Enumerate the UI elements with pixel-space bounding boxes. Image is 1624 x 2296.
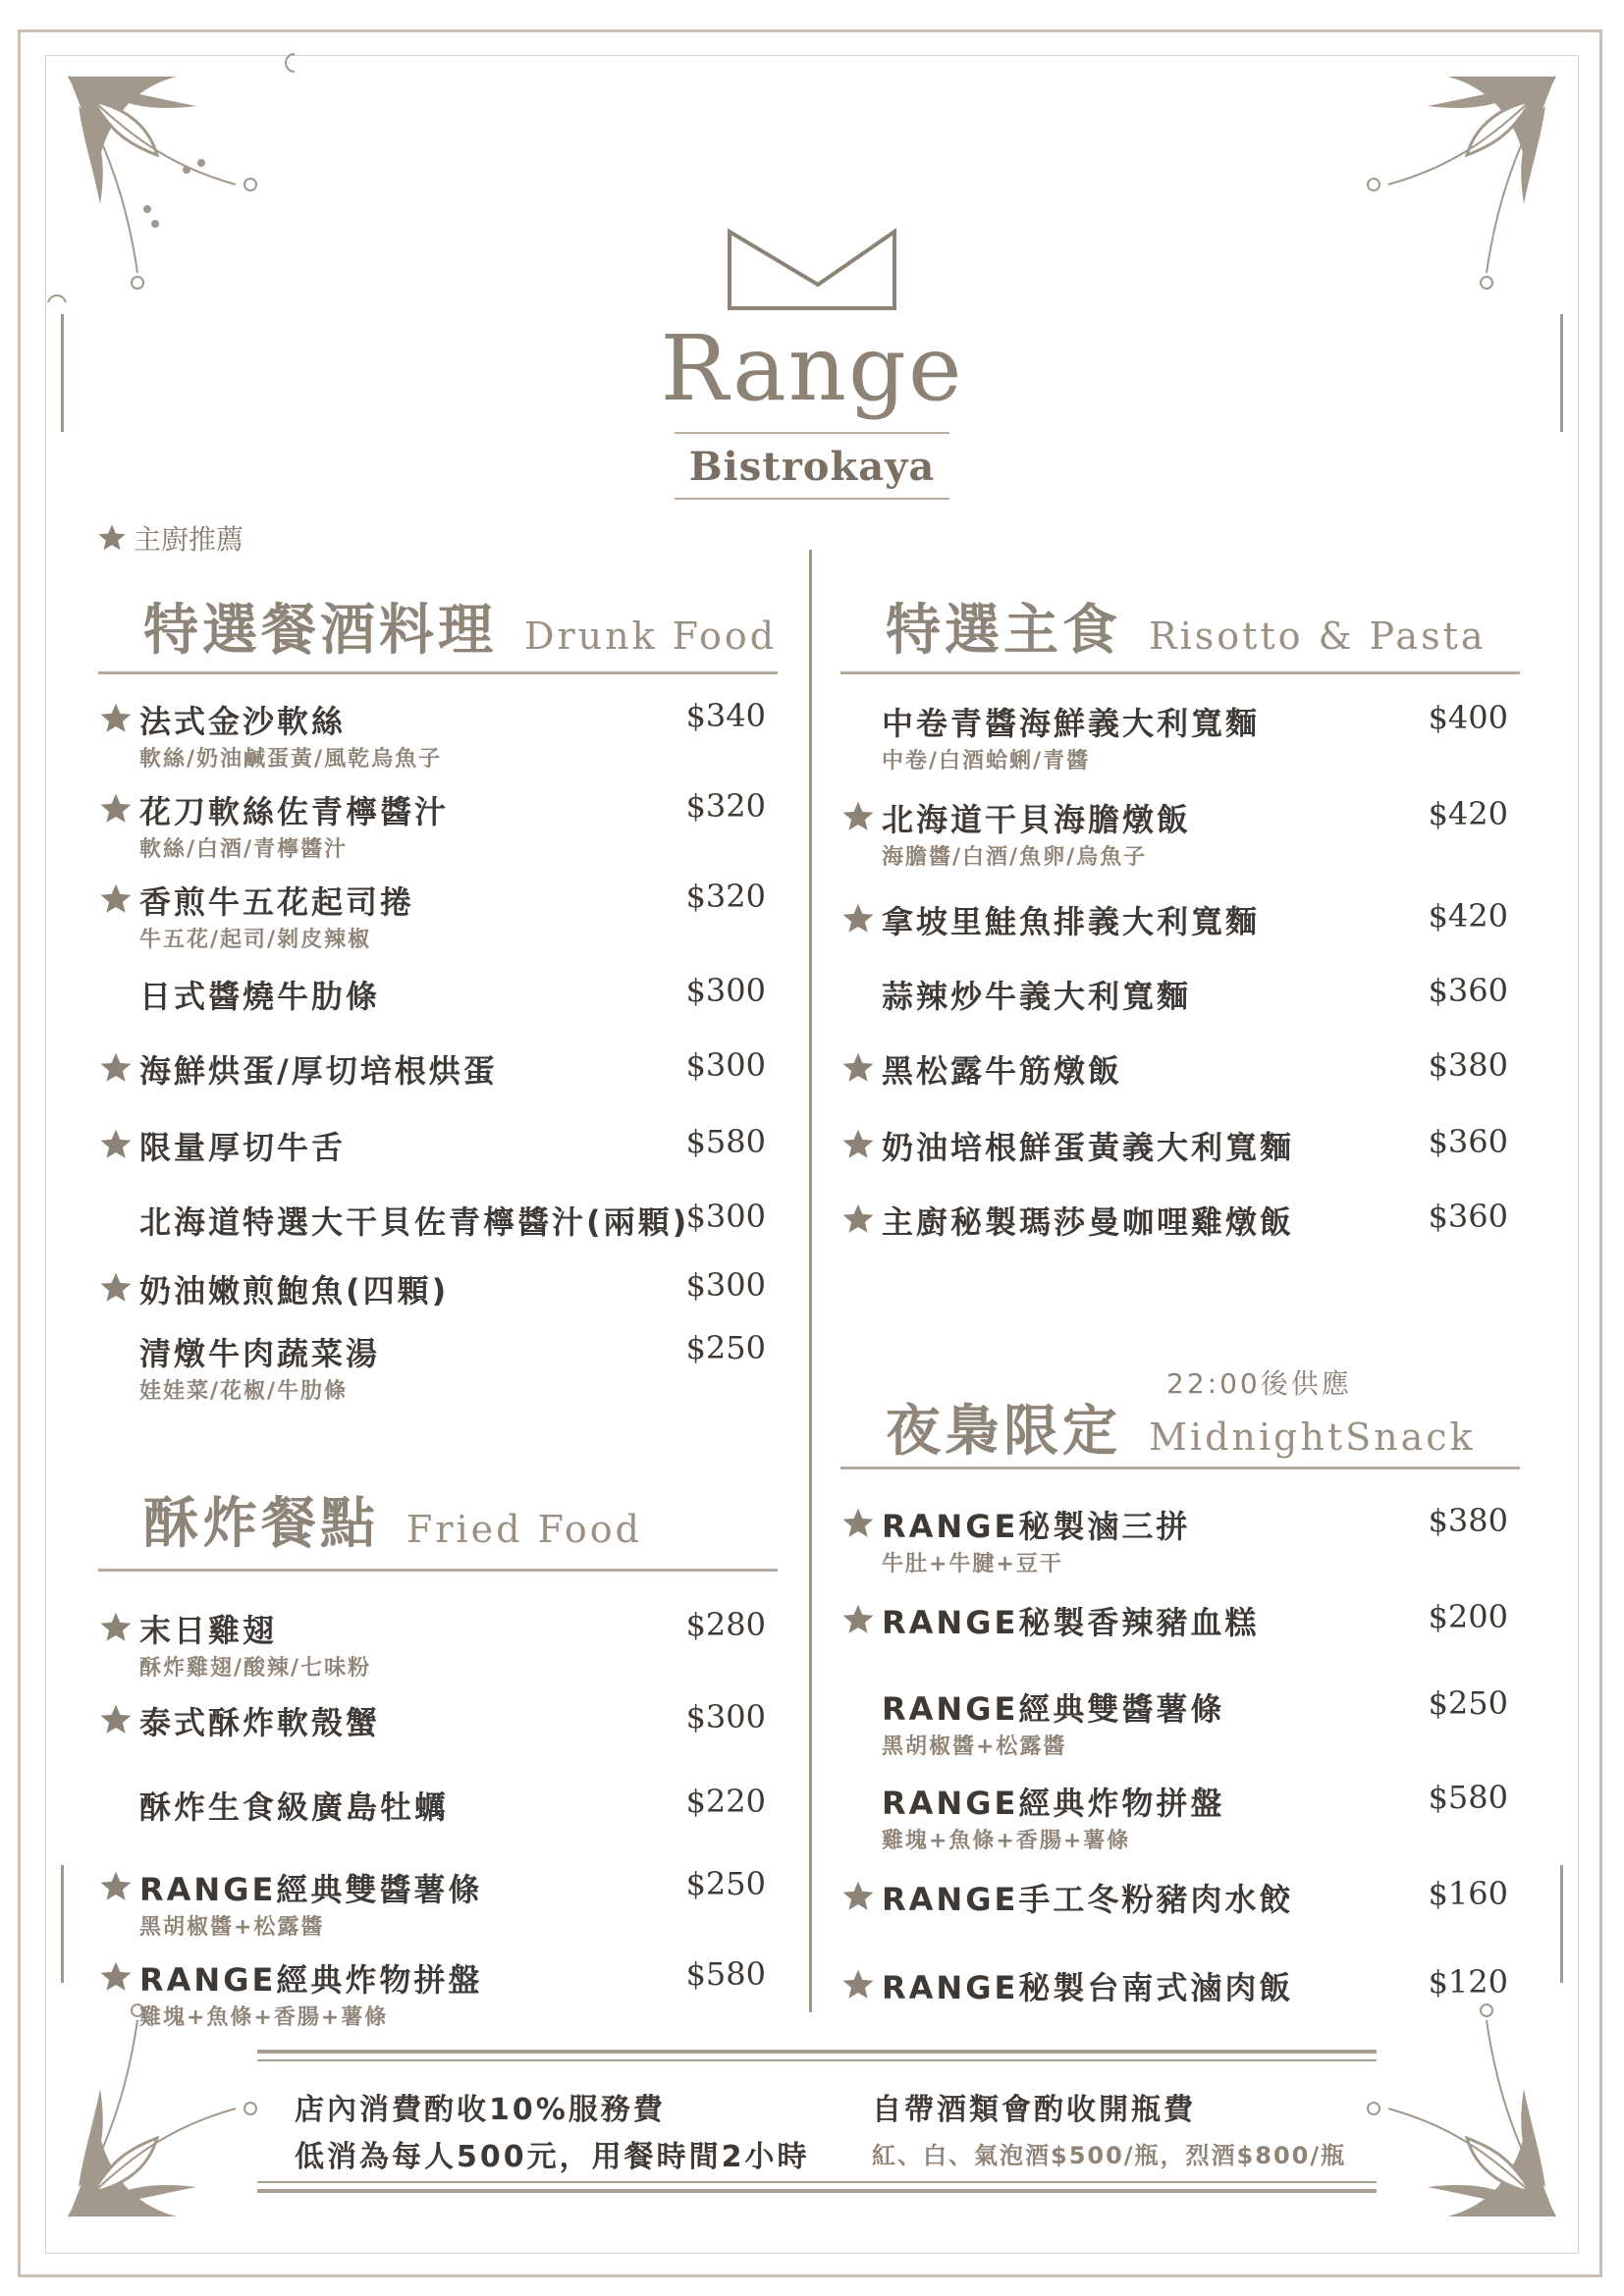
menu-item-name: 末日雞翅 (139, 1612, 278, 1649)
menu-item-price: $320 (685, 878, 766, 915)
star-icon (98, 1869, 134, 1904)
menu-item-price: $400 (1428, 699, 1508, 736)
menu-item-name: 中卷青醬海鮮義大利寬麵 (882, 705, 1261, 742)
section-title-en: Fried Food (406, 1508, 642, 1551)
section-title-zh: 特選主食 (886, 598, 1121, 663)
menu-item-name: RANGE手工冬粉豬肉水餃 (882, 1881, 1294, 1918)
star-icon (98, 1959, 134, 1995)
menu-item-name: 泰式酥炸軟殼蟹 (139, 1704, 381, 1741)
menu-item-price: $300 (685, 1046, 766, 1084)
menu-item-description: 牛肚+牛腱+豆干 (882, 1552, 1063, 1576)
star-icon (840, 901, 876, 936)
menu-item-description: 娃娃菜/花椒/牛肋條 (139, 1379, 349, 1404)
menu-item-name: RANGE秘製滷三拼 (882, 1508, 1191, 1545)
section-title-en: Risotto & Pasta (1149, 614, 1487, 658)
menu-item-name: 日式醬燒牛肋條 (139, 978, 381, 1015)
menu-item-description: 黑胡椒醬+松露醬 (139, 1915, 325, 1940)
menu-item-price: $300 (685, 1698, 766, 1735)
menu-item-price: $580 (1428, 1779, 1508, 1816)
section-title-en: Drunk Food (524, 614, 778, 658)
brand-subtitle-box (675, 432, 949, 500)
menu-item-price: $380 (1428, 1046, 1508, 1084)
menu-item-name: 北海道干貝海膽燉飯 (882, 801, 1192, 838)
menu-item-name: 清燉牛肉蔬菜湯 (139, 1335, 381, 1372)
frame-edge-ornament (1560, 1865, 1563, 1983)
section-rule (98, 1569, 778, 1572)
menu-item-name: 北海道特選大干貝佐青檸醬汁(兩顆) (139, 1203, 690, 1241)
section-title-zh: 酥炸餐點 (143, 1491, 379, 1556)
footer-rule-bottom-thin (257, 2181, 1377, 2183)
star-icon (98, 881, 134, 917)
menu-item-description: 海膽醬/白酒/魚卵/烏魚子 (882, 845, 1148, 870)
star-icon (98, 1610, 134, 1645)
menu-item-price: $300 (685, 972, 766, 1009)
menu-item-name: RANGE秘製台南式滷肉飯 (882, 1969, 1294, 2006)
section-rule (98, 671, 778, 674)
brand-logo (0, 226, 1624, 500)
corner-ornament-icon (1329, 1991, 1585, 2246)
star-icon (98, 1270, 134, 1306)
menu-item-name: 海鮮烘蛋/厚切培根烘蛋 (139, 1052, 498, 1090)
star-icon (840, 1050, 876, 1086)
menu-item-price: $420 (1428, 795, 1508, 832)
menu-item-name: RANGE經典雙醬薯條 (139, 1871, 483, 1908)
menu-item-price: $320 (685, 787, 766, 825)
menu-item-name: 蒜辣炒牛義大利寬麵 (882, 978, 1192, 1015)
menu-item-name: 奶油培根鮮蛋黃義大利寬麵 (882, 1129, 1295, 1166)
menu-item-name: RANGE經典炸物拼盤 (139, 1961, 483, 1999)
footer-service-fee: 店內消費酌收10%服務費 (295, 2093, 666, 2127)
footer-corkage-detail: 紅、白、氣泡酒$500/瓶，烈酒$800/瓶 (872, 2142, 1347, 2169)
menu-item-price: $380 (1428, 1502, 1508, 1539)
star-icon (840, 1602, 876, 1637)
menu-item-price: $360 (1428, 972, 1508, 1009)
menu-item-name: 法式金沙軟絲 (139, 703, 347, 740)
menu-item-name: 限量厚切牛舌 (139, 1129, 347, 1166)
star-icon (98, 1050, 134, 1086)
menu-item-price: $250 (1428, 1684, 1508, 1722)
frame-edge-ornament (61, 1865, 64, 1983)
menu-item-name: 酥炸生食級廣島牡蠣 (139, 1789, 450, 1826)
menu-item-name: 黑松露牛筋燉飯 (882, 1052, 1123, 1090)
menu-item-description: 雞塊+魚條+香腸+薯條 (139, 2005, 389, 2030)
menu-item-price: $250 (685, 1329, 766, 1366)
menu-item-description: 黑胡椒醬+松露醬 (882, 1735, 1067, 1759)
menu-item-description: 軟絲/奶油鹹蛋黃/風乾烏魚子 (139, 747, 443, 772)
legend-label: 主廚推薦 (134, 523, 244, 556)
menu-item-name: 花刀軟絲佐青檸醬汁 (139, 793, 450, 830)
menu-item-price: $360 (1428, 1123, 1508, 1160)
section-title-zh: 夜梟限定 (886, 1399, 1121, 1464)
section-title-risotto-pasta (886, 587, 1487, 666)
menu-item-price: $340 (685, 697, 766, 734)
menu-item-price: $280 (685, 1606, 766, 1643)
menu-item-name: 拿坡里鮭魚排義大利寬麵 (882, 903, 1261, 940)
star-icon (98, 1127, 134, 1162)
menu-item-price: $250 (685, 1865, 766, 1902)
menu-item-price: $220 (685, 1783, 766, 1820)
menu-item-price: $360 (1428, 1198, 1508, 1235)
star-icon (98, 1702, 134, 1737)
section-rule (840, 671, 1520, 674)
star-icon (840, 1967, 876, 2002)
menu-item-name: RANGE秘製香辣豬血糕 (882, 1604, 1260, 1641)
section-title-en: MidnightSnack (1149, 1415, 1476, 1459)
recommendation-legend (96, 518, 244, 558)
star-icon (96, 522, 128, 554)
brand-subtitle: Bistrokaya (688, 444, 936, 490)
section-title-zh: 特選餐酒料理 (143, 598, 497, 663)
menu-item-price: $200 (1428, 1598, 1508, 1635)
star-icon (840, 799, 876, 834)
menu-item-price: $420 (1428, 897, 1508, 934)
star-icon (98, 701, 134, 736)
menu-item-description: 中卷/白酒蛤蜊/青醬 (882, 749, 1091, 774)
footer-corkage-title: 自帶酒類會酌收開瓶費 (872, 2093, 1196, 2127)
section-title-midnight-snack (886, 1388, 1476, 1467)
menu-item-description: 雞塊+魚條+香腸+薯條 (882, 1829, 1131, 1853)
menu-item-price: $160 (1428, 1875, 1508, 1912)
menu-item-name: 奶油嫩煎鮑魚(四顆) (139, 1272, 450, 1309)
menu-item-description: 牛五花/起司/剝皮辣椒 (139, 928, 372, 952)
menu-item-name: RANGE經典雙醬薯條 (882, 1690, 1225, 1728)
menu-item-description: 軟絲/白酒/青檸醬汁 (139, 837, 349, 862)
menu-item-price: $300 (685, 1198, 766, 1235)
column-divider (809, 550, 812, 2012)
footer-minimum-charge: 低消為每人500元，用餐時間2小時 (295, 2140, 810, 2174)
menu-item-price: $300 (685, 1266, 766, 1304)
logo-envelope-icon (724, 226, 900, 314)
section-title-fried-food (143, 1480, 642, 1559)
footer-rule-top-thin (257, 2059, 1377, 2061)
menu-item-name: 主廚秘製瑪莎曼咖哩雞燉飯 (882, 1203, 1295, 1241)
brand-name: Range (660, 316, 964, 421)
star-icon (840, 1201, 876, 1237)
star-icon (840, 1506, 876, 1541)
menu-item-description: 酥炸雞翅/酸辣/七味粉 (139, 1656, 372, 1681)
star-icon (840, 1879, 876, 1914)
menu-item-price: $580 (685, 1955, 766, 1993)
menu-item-name: RANGE經典炸物拼盤 (882, 1785, 1225, 1822)
footer-rule-bottom (257, 2189, 1377, 2193)
star-icon (98, 791, 134, 827)
section-rule (840, 1467, 1520, 1469)
section-title-drunk-food (143, 587, 777, 666)
footer-rule-top (257, 2050, 1377, 2054)
menu-item-name: 香煎牛五花起司捲 (139, 883, 415, 921)
midnight-service-note: 22:00後供應 (1166, 1367, 1352, 1400)
star-icon (840, 1127, 876, 1162)
menu-item-price: $120 (1428, 1963, 1508, 2001)
menu-item-price: $580 (685, 1123, 766, 1160)
